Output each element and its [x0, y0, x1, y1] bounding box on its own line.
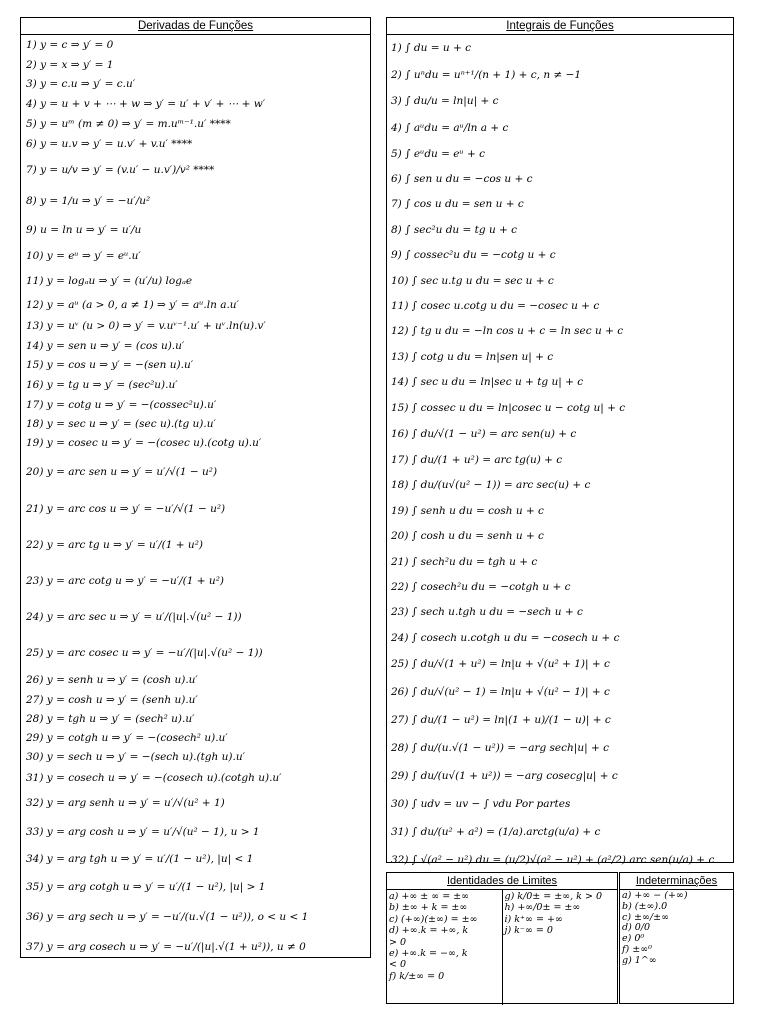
- indeterminacao-item: d) 0/0: [622, 922, 651, 934]
- integral-formula: 6) ∫ sen u du = −cos u + c: [391, 172, 533, 185]
- indeterminacao-item: b) (±∞).0: [622, 900, 668, 912]
- derivada-formula: 13) y = uᵛ (u > 0) ⇒ y′ = v.uᵛ⁻¹.u′ + uᵛ.ln(u).v′: [26, 319, 266, 332]
- integral-formula: 25) ∫ du/√(1 + u²) = ln|u + √(u² + 1)| + c: [391, 658, 610, 670]
- derivada-formula: 15) y = cos u ⇒ y′ = −(sen u).u′: [26, 359, 194, 371]
- integral-formula: 5) ∫ eᵘdu = eᵘ + c: [391, 147, 486, 160]
- integral-formula: 12) ∫ tg u du = −ln cos u + c = ln sec u + c: [391, 325, 624, 337]
- derivada-formula: 3) y = c.u ⇒ y′ = c.u′: [26, 77, 136, 90]
- derivada-formula: 30) y = sech u ⇒ y′ = −(sech u).(tgh u).u′: [26, 751, 245, 763]
- derivada-formula: 11) y = logₐu ⇒ y′ = (u′/u) logₐe: [26, 274, 193, 287]
- derivada-formula: 5) y = uᵐ (m ≠ 0) ⇒ y′ = m.uᵐ⁻¹.u′ ****: [26, 117, 231, 130]
- integral-formula: 27) ∫ du/(1 − u²) = ln|(1 + u)/(1 − u)| + c: [391, 713, 611, 726]
- integral-formula: 18) ∫ du/(u√(u² − 1)) = arc sec(u) + c: [391, 479, 591, 491]
- integral-formula: 7) ∫ cos u du = sen u + c: [391, 198, 524, 210]
- derivada-formula: 6) y = u.v ⇒ y′ = u.v′ + v.u′ ****: [26, 137, 193, 150]
- limites-panel: [386, 872, 618, 1004]
- integral-formula: 16) ∫ du/√(1 − u²) = arc sen(u) + c: [391, 427, 577, 440]
- derivada-formula: 24) y = arc sec u ⇒ y′ = u′/(|u|.√(u² − 1)): [26, 610, 242, 623]
- integral-formula: 8) ∫ sec²u du = tg u + c: [391, 223, 518, 236]
- indeterminacoes-list: [620, 890, 733, 968]
- limite-identidade: h) +∞/0± = ±∞: [504, 902, 581, 914]
- limite-identidade: b) ±∞ + k = ±∞: [389, 902, 468, 914]
- derivada-formula: 19) y = cosec u ⇒ y′ = −(cosec u).(cotg u).u′: [26, 437, 262, 449]
- limite-identidade: g) k/0± = ±∞, k > 0: [504, 891, 602, 902]
- derivadas-list: [21, 35, 370, 962]
- derivada-formula: 20) y = arc sen u ⇒ y′ = u′/√(1 − u²): [26, 465, 218, 478]
- limite-identidade: a) +∞ ± ∞ = ±∞: [389, 891, 470, 902]
- limites-title: Identidades de Limites: [387, 873, 617, 890]
- derivada-formula: 27) y = cosh u ⇒ y′ = (senh u).u′: [26, 693, 198, 706]
- limites-column-right: [502, 890, 618, 1005]
- integral-formula: 17) ∫ du/(1 + u²) = arc tg(u) + c: [391, 453, 563, 466]
- integral-formula: 19) ∫ senh u du = cosh u + c: [391, 504, 544, 517]
- derivada-formula: 37) y = arg cosech u ⇒ y′ = −u′/(|u|.√(1 + u²)), u ≠ 0: [26, 940, 306, 953]
- derivada-formula: 28) y = tgh u ⇒ y′ = (sech² u).u′: [26, 712, 195, 725]
- derivada-formula: 14) y = sen u ⇒ y′ = (cos u).u′: [26, 339, 185, 352]
- derivada-formula: 22) y = arc tg u ⇒ y′ = u′/(1 + u²): [26, 539, 204, 551]
- derivada-formula: 1) y = c ⇒ y′ = 0: [26, 39, 114, 51]
- integral-formula: 3) ∫ du/u = ln|u| + c: [391, 95, 499, 107]
- derivada-formula: 25) y = arc cosec u ⇒ y′ = −u′/(|u|.√(u² − 1)): [26, 646, 263, 659]
- derivada-formula: 2) y = x ⇒ y′ = 1: [26, 58, 114, 71]
- indeterminacao-item: f) ±∞⁰: [622, 943, 652, 955]
- derivada-formula: 32) y = arg senh u ⇒ y′ = u′/√(u² + 1): [26, 797, 225, 809]
- derivada-formula: 34) y = arg tgh u ⇒ y′ = u′/(1 − u²), |u| < 1: [26, 852, 254, 865]
- indeterminacoes-title: Indeterminações: [620, 873, 733, 890]
- integrais-panel: [386, 17, 734, 866]
- derivada-formula: 23) y = arc cotg u ⇒ y′ = −u′/(1 + u²): [26, 574, 225, 587]
- derivada-formula: 36) y = arg sech u ⇒ y′ = −u′/(u.√(1 − u²)), o < u < 1: [26, 910, 309, 923]
- limite-identidade: < 0: [389, 959, 407, 971]
- integral-formula: 30) ∫ udv = uv − ∫ vdu Por partes: [391, 798, 571, 810]
- indeterminacao-item: e) 0⁰: [622, 933, 645, 945]
- limite-identidade: f) k/±∞ = 0: [389, 970, 445, 982]
- derivada-formula: 29) y = cotgh u ⇒ y′ = −(cosech² u).u′: [26, 731, 228, 744]
- integral-formula: 4) ∫ aᵘdu = aᵘ/ln a + c: [391, 121, 509, 134]
- integral-formula: 23) ∫ sech u.tgh u du = −sech u + c: [391, 606, 583, 618]
- integral-formula: 14) ∫ sec u du = ln|sec u + tg u| + c: [391, 376, 584, 388]
- indeterminacao-item: g) 1^∞: [622, 954, 657, 966]
- limites-column-left: [387, 890, 502, 1005]
- derivada-formula: 18) y = sec u ⇒ y′ = (sec u).(tg u).u′: [26, 417, 216, 430]
- integral-formula: 2) ∫ uⁿdu = uⁿ⁺¹/(n + 1) + c, n ≠ −1: [391, 68, 582, 81]
- integral-formula: 15) ∫ cossec u du = ln|cosec u − cotg u| + c: [391, 401, 626, 414]
- integral-formula: 31) ∫ du/(u² + a²) = (1/a).arctg(u/a) + c: [391, 826, 601, 838]
- integrais-list: [387, 35, 733, 874]
- integral-formula: 10) ∫ sec u.tg u du = sec u + c: [391, 274, 554, 287]
- derivada-formula: 12) y = aᵘ (a > 0, a ≠ 1) ⇒ y′ = aᵘ.ln a.u′: [26, 299, 239, 311]
- integral-formula: 26) ∫ du/√(u² − 1) = ln|u + √(u² − 1)| + c: [391, 685, 610, 698]
- limite-identidade: j) k⁻∞ = 0: [504, 925, 553, 937]
- integral-formula: 20) ∫ cosh u du = senh u + c: [391, 530, 544, 542]
- derivadas-panel: [20, 17, 371, 958]
- derivada-formula: 17) y = cotg u ⇒ y′ = −(cossec²u).u′: [26, 398, 217, 411]
- integral-formula: 32) ∫ √(a² − u²) du = (u/2)√(a² − u²) + (a²/2).arc sen(u/a) + c: [391, 854, 715, 866]
- derivadas-title: Derivadas de Funções: [21, 18, 370, 35]
- integral-formula: 11) ∫ cosec u.cotg u du = −cosec u + c: [391, 299, 600, 312]
- derivada-formula: 26) y = senh u ⇒ y′ = (cosh u).u′: [26, 674, 198, 686]
- limite-identidade: e) +∞.k = −∞, k: [389, 948, 468, 960]
- integral-formula: 29) ∫ du/(u√(1 + u²)) = −arg cosecg|u| + c: [391, 770, 618, 782]
- limite-identidade: > 0: [389, 936, 407, 948]
- derivada-formula: 10) y = eᵘ ⇒ y′ = eᵘ.u′: [26, 249, 141, 262]
- derivada-formula: 8) y = 1/u ⇒ y′ = −u′/u²: [26, 194, 151, 207]
- derivada-formula: 21) y = arc cos u ⇒ y′ = −u′/√(1 − u²): [26, 502, 226, 515]
- integral-formula: 1) ∫ du = u + c: [391, 42, 471, 54]
- derivada-formula: 4) y = u + v + ⋯ + w ⇒ y′ = u′ + v′ + ⋯ + w′: [26, 97, 266, 110]
- integral-formula: 24) ∫ cosech u.cotgh u du = −cosech u + c: [391, 631, 620, 644]
- derivada-formula: 16) y = tg u ⇒ y′ = (sec²u).u′: [26, 379, 178, 391]
- limite-identidade: c) (+∞)(±∞) = ±∞: [389, 913, 478, 925]
- integrais-title: Integrais de Funções: [387, 18, 733, 35]
- derivada-formula: 9) u = ln u ⇒ y′ = u′/u: [26, 224, 142, 236]
- derivada-formula: 35) y = arg cotgh u ⇒ y′ = u′/(1 − u²), |u| > 1: [26, 881, 266, 893]
- integral-formula: 28) ∫ du/(u.√(1 − u²)) = −arg sech|u| + c: [391, 742, 609, 754]
- integral-formula: 9) ∫ cossec²u du = −cotg u + c: [391, 249, 556, 261]
- integral-formula: 13) ∫ cotg u du = ln|sen u| + c: [391, 350, 554, 363]
- derivada-formula: 31) y = cosech u ⇒ y′ = −(cosech u).(cotgh u).u′: [26, 771, 282, 784]
- indeterminacoes-panel: [619, 872, 734, 1004]
- limite-identidade: i) k⁺∞ = +∞: [504, 913, 563, 925]
- integral-formula: 21) ∫ sech²u du = tgh u + c: [391, 555, 538, 568]
- limite-identidade: d) +∞.k = +∞, k: [389, 925, 469, 937]
- integral-formula: 22) ∫ cosech²u du = −cotgh u + c: [391, 580, 571, 593]
- derivada-formula: 33) y = arg cosh u ⇒ y′ = u′/√(u² − 1), u > 1: [26, 825, 260, 838]
- indeterminacao-item: a) +∞ − (+∞): [622, 890, 688, 901]
- indeterminacao-item: c) ±∞/±∞: [622, 911, 669, 923]
- derivada-formula: 7) y = u/v ⇒ y′ = (v.u′ − u.v′)/v² ****: [26, 164, 215, 176]
